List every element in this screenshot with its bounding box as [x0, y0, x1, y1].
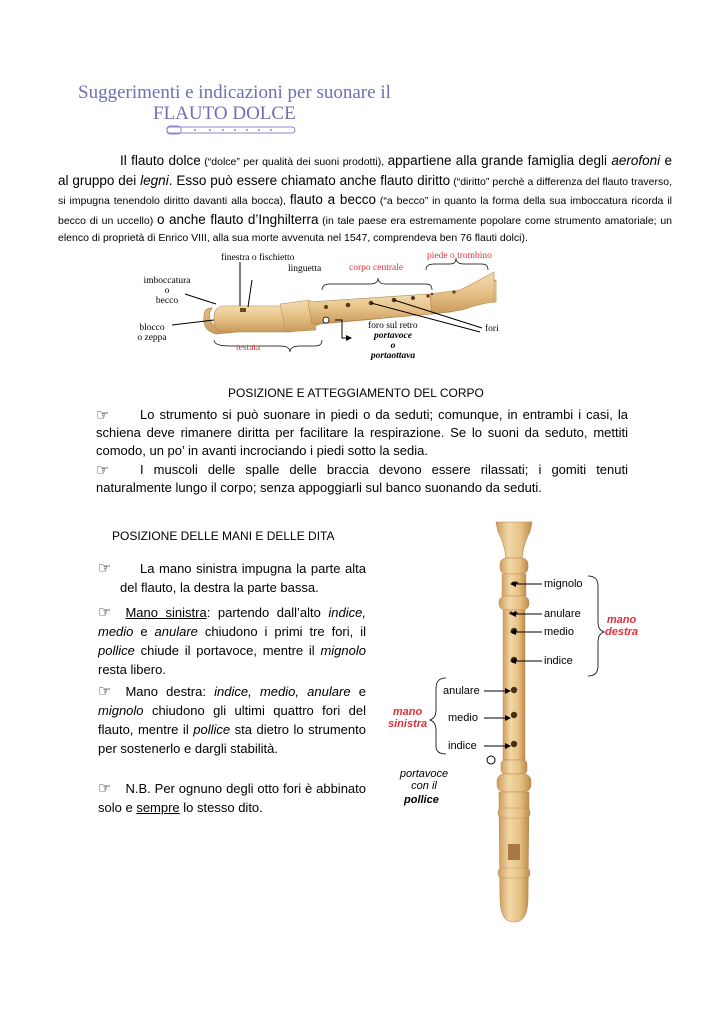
pointing-hand-icon: ☞: [98, 682, 112, 700]
bullet-corpo-2: ☞ I muscoli delle spalle delle braccia devono essere rilassati; i gomiti tenuti naturalmente lungo il corpo; senza appoggiarli sul banco suonando da seduti.: [96, 461, 628, 495]
label-anulare-sinistra: anulare: [443, 685, 480, 697]
label-portavoce: portavoce o portaottava: [370, 331, 416, 361]
heading-posizione-corpo: POSIZIONE E ATTEGGIAMENTO DEL CORPO: [228, 386, 484, 400]
label-blocco: blocco o zeppa: [137, 323, 167, 343]
label-mignolo: mignolo: [544, 578, 583, 590]
label-medio-sinistra: medio: [448, 712, 478, 724]
intro-paragraph: Il flauto dolce (“dolce” per qualità dei suoni prodotti), appartiene alla grande famiglia degli aerofoni e al gruppo dei legni. Esso può essere chiamato anche flauto diritto (“diritto” perchè a differenza del flauto traverso, si impugna tenendolo diritto davanti alla bocca), flauto a becco (“a becco” in quanto la forma della sua imboccatura ricorda il becco di un uccello) o anche flauto d’Inghilterra (in tale paese era estremamente popolare come strumento amatoriale; un elenco di proprietà di Enrico VIII, alla sua morte avvenuta nel 1547, comprendeva ben 76 flauti dolci).: [58, 153, 673, 244]
title-line-1: Suggerimenti e indicazioni per suonare il: [78, 82, 391, 103]
label-anulare-destra: anulare: [544, 608, 581, 620]
label-mano-sinistra: mano sinistra: [388, 706, 428, 730]
label-linguetta: linguetta: [288, 264, 322, 274]
label-medio-destra: medio: [544, 626, 574, 638]
label-pollice: pollice: [404, 794, 439, 806]
heading-posizione-mani: POSIZIONE DELLE MANI E DELLE DITA: [112, 529, 335, 543]
bullet-mani-3: ☞ Mano destra: indice, medio, anulare e mignolo chiudono gli ultimi quattro fori del flauto, mentre il pollice sta dietro lo strumento per sostenerlo e dargli stabilità.: [98, 682, 366, 756]
bullet-corpo-1: ☞ Lo strumento si può suonare in piedi o da seduti; comunque, in entrambi i casi, la schiena deve rimanere diritta per facilitare la respirazione. Se lo suoni da seduto, mettiti comodo, un po’ in avanti incrociando i piedi sotto la sedia.: [96, 406, 628, 458]
label-piede: piede o trombino: [427, 251, 492, 261]
pointing-hand-icon: ☞: [98, 603, 112, 621]
bullet-mani-1: ☞ La mano sinistra impugna la parte alta del flauto, la destra la parte bassa.: [98, 559, 366, 595]
bullet-mani-2: ☞ Mano sinistra: partendo dall’alto indice, medio e anulare chiudono i primi tre fori, il pollice chiude il portavoce, mentre il mignolo resta libero.: [98, 603, 366, 677]
bullet-mani-4: ☞ N.B. Per ognuno degli otto fori è abbinato solo e sempre lo stesso dito.: [98, 779, 366, 815]
label-portavoce-pollice: portavoce con il: [399, 768, 449, 792]
label-fori: fori: [485, 324, 499, 334]
label-indice-destra: indice: [544, 655, 573, 667]
label-testata: testata: [236, 343, 261, 353]
pointing-hand-icon: ☞: [98, 779, 112, 797]
label-corpo-centrale: corpo centrale: [349, 263, 404, 273]
pointing-hand-icon: ☞: [96, 461, 110, 479]
label-finestra: finestra o fischietto: [221, 253, 295, 263]
small-flute-icon: [165, 124, 300, 136]
label-mano-destra: mano destra: [605, 614, 639, 638]
label-foro-retro: foro sul retro: [368, 321, 418, 331]
pointing-hand-icon: ☞: [96, 406, 110, 424]
pointing-hand-icon: ☞: [98, 559, 112, 577]
label-indice-sinistra: indice: [448, 740, 477, 752]
title-line-2: FLAUTO DOLCE: [153, 103, 296, 124]
label-imboccatura: imboccatura o becco: [143, 276, 191, 306]
